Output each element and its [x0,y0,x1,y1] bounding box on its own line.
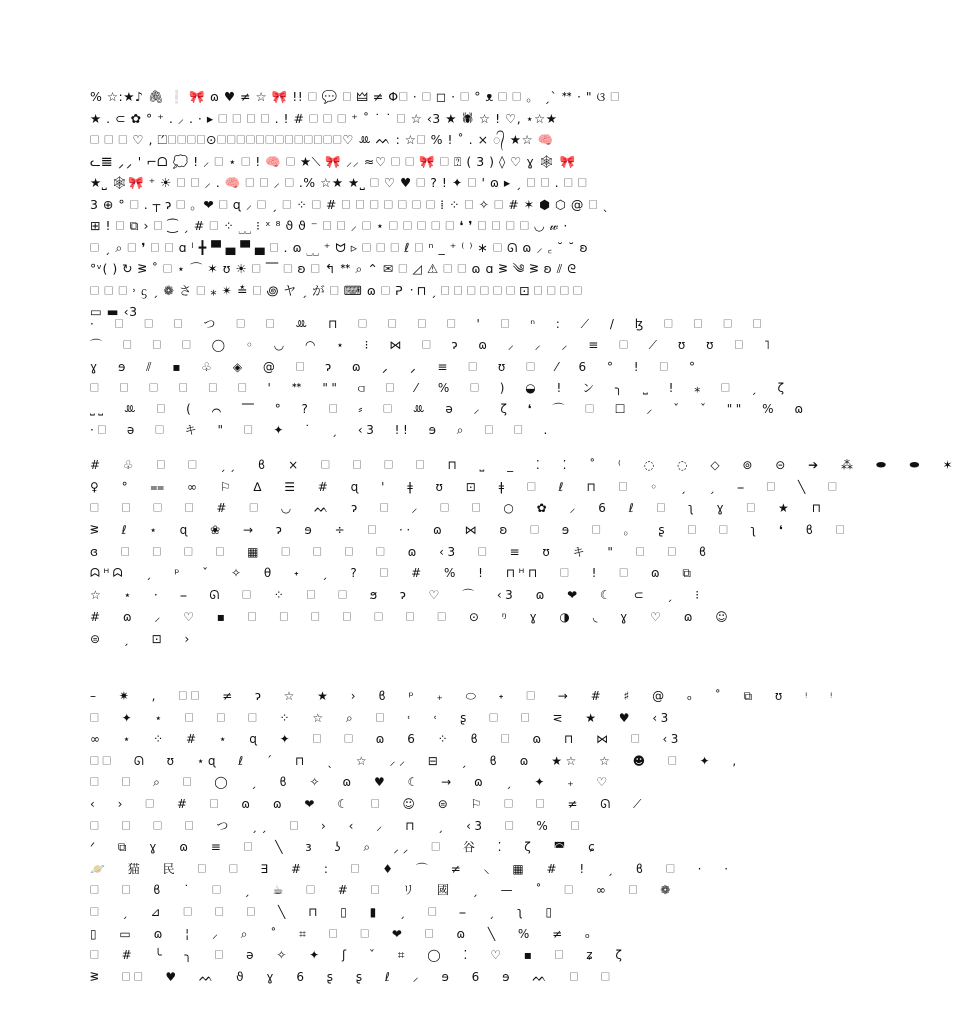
symbol-line: 🗆🗆 ᘏ ʊ ⋆ɋ ℓ ˊ ⊓ ˎ ☆ ⸝⸝ ⊟ ˏ ϐ ɷ ★☆ ☆ ☻ 🗆 ✦ , [90,753,740,768]
symbol-line: ᕒ 🗆🗆 ♥ ᨓ ϑ ɣ 6 ʂ ʂ ℓ ⸝ ɘ 6 ɘ ᨓ 🗆 🗆 [90,969,614,984]
symbol-section-2 [90,314,807,442]
symbol-line: · 🗆 🗆 🗆 つ 🗆 🗆 ꔛ ⊓ 🗆 🗆 🗆 🗆 ' 🗆 ⁿ : ⟋ / ɮ 🗆 🗆 🗆 🗆 [90,317,766,331]
symbol-line: ☆ ⋆ · ⎯ ᘏ 🗆 ⁘ 🗆 🗆 ϧ ɂ ♡ ⌒ ‹3 ɷ ❤ ☾ ⊂ ˏ ⁝ [90,588,703,603]
symbol-line: ⊜ ˏ ⊡ › [90,631,193,646]
symbol-line: 🗆 🗆 🗆 🗆 🗆 🗆 ' ᕯ "" ⫏ 🗆 ⁄ % 🗆 ) ◒ ! ン ╮ ⎵ ! ⁎ 🗆 ˏ ζ [90,380,788,395]
symbol-line: ᗣᴴᗣ ˏ ᵖ ˇ ✧ θ ˖ ˏ ? 🗆 # % ! ⊓ᴴ⊓ 🗆 ! 🗆 ɷ ⧉ [90,566,695,581]
symbol-section-1 [90,86,680,323]
symbol-line: ▯ ▭ ɷ ¦ ⸝ ⌕ ˚ ⌗ 🗆 🗆 ❤ 🗆 ɷ ╲ % ≠ ₒ [90,926,594,941]
symbol-line: – ✷ , 🗆🗆 ≠ ɂ ☆ ★ › ϐ ᵖ ₊ ⬭ ˖ 🗆 → # ♯ @ ₒ ˚ ⧉ ʊ ᵎ ᵎ [90,689,836,703]
symbol-line: 3 ⊕ ° 🗆 . ┬ ɂ 🗆 。❤ 🗆 ɋ ⸝ 🗆 ˏ 🗆 ⁘ 🗆 # 🗆 🗆 🗆 🗆 🗆 🗆 🗆 ⁞ ⁘ 🗆 ✧ 🗆 # ✶ ⬢ ⬡ @ 🗆 ˎ [90,196,610,212]
symbol-line: ᕒ ℓ ⋆ ɋ ❀ → ɂ ɘ ÷ 🗆 ·· ɷ ⋈ ʚ 🗆 ɘ 🗆 。 ʂ 🗆 🗆 ʅ ❛ ϐ 🗆 [90,523,849,538]
symbol-line: 🗆 # ╰ ╮ 🗆 ə ✧ ✦ ʃ ˇ ⌗ ◯ ⁚ ♡ ▪ 🗆 ʑ ζ [90,948,626,963]
symbol-line: ♀ ° ⩵ ∞ ⚐ ∆ ☰ # ɋ ' ǂ ʊ ⊡ ǂ 🗆 ℓ ⊓ 🗆 ◦ ˏ ˏ ⎯ 🗆 ╲ 🗆 [90,479,841,494]
symbol-line: 🗆 ˏ ⌕ 🗆 ❜ 🗆 🗆 ɑ ˡ ╋ ▀ ▄ ▀ ▄ 🗆 . ɷ ⎵⎵ ⁺ ᗢ ▹ 🗆 🗆 🗆 ℓ 🗆 ⁿ _ ⁺ ⁽ ⁾ ∗ 🗆 ᘏ ɷ ⸝ ꜀ ˘ ˘ ʚ [90,239,589,255]
symbol-section-4 [90,686,836,988]
symbol-line: ▭ ▬ ‹3 [90,304,138,319]
symbol-line: 🗆 ✦ ⋆ 🗆 🗆 🗆 ⁘ ☆ ⌕ 🗆 ˓ ˓ ʂ 🗆 🗆 ⋜ ★ ♥ ‹3 [90,710,672,725]
symbol-section-3 [90,455,956,650]
symbol-line: ★⎵ 🕸🎀 ⁺ ☀ 🗆 🗆 ⸝ . 🧠 🗆 🗆 ⸝ 🗆 .% ☆★ ★⎵ 🗆 ♡ ♥ 🗆 ? ! ✦ 🗆 ' ɷ ▸ ˏ 🗆 🗆 . 🗆 🗆 [90,175,588,190]
symbol-line: °ᵛ( ) ↻ ᕒ ˚ 🗆 ⋆ ⌒ ✶ ʊ ☀ 🗆 ⎺ 🗆 ʚ 🗆 ↰ ᕯ ⌕ ⌃ ✉ 🗆 ◿ ⚠ 🗆 🗆 ɷ ɑ ᕒ ༄ ᕒ ʚ ⫽ ᘓ [90,261,577,276]
symbol-line: 🗆 🗆 🗆 ˒ ᦓ ˏ ❁ さ 🗆 ⁎ ✴ ≛ 🗆 ꩜ ヤ ˏ が 🗆 ⌨ ɷ 🗆 ᕈ ᠂ ⊓ ˏ 🗆 🗆 🗆 🗆 🗆 🗆 ⊡ 🗆 🗆 🗆 🗆 [90,282,583,298]
symbol-line: 🪐 猫 民 🗆 🗆 ∃ # : 🗆 ♦ ⌒ ≠ ⸜ ▦ # ! ˏ ϐ 🗆 · · [90,861,732,876]
symbol-line: ·🗆 ə 🗆 キ " 🗆 ✦ ˙ ˏ ‹3 !! ɘ ⌕ 🗆 🗆 . [90,423,551,438]
symbol-line: ★ . ⊂ ✿ ° ⁺ . ⸝ . · ▸ 🗆 🗆 🗆 🗆 . ! # 🗆 🗆 🗆 ⁺ ˚ ˙ ˙ 🗆 ☆ ‹3 ★ 🕷 ☆ ! ♡, ⋆☆★ [90,110,558,126]
symbol-line: 🗆 🗆 🗆 🗆 # 🗆 ◡ ᨓ ɂ 🗆 ⸝ 🗆 🗆 ○ ✿ ⸝ 6 ℓ 🗆 ʅ ɣ 🗆 ★ ⊓ [90,501,825,516]
symbol-line: # ɷ ⸝ ♡ ▪ 🗆 🗆 🗆 🗆 🗆 🗆 🗆 ⊙ ᵑ ɣ ◑ ◟ ɣ ♡ ɷ ☺ [90,609,732,624]
symbol-line: ⎵⎵ ꔛ 🗆 ( ⌒ ⎺ ° ? 🗆 ⸗ 🗆 ꔛ ə ⸝ ζ ❛ ⌒ 🗆 ☐ ⸝ ˇ ˇ "" % ɷ [90,402,807,417]
symbol-line: 🗆 ˏ ⊿ 🗆 🗆 🗆 ╲ ⊓ ▯ ▮ ˏ 🗆 ⎯ ˏ ʅ ▯ [90,904,556,919]
symbol-line: 🗆 🗆 ϐ ˙ 🗆 ˏ ☕ 🗆 # 🗆 リ 國 ˏ — ˚ 🗆 ∞ 🗆 ❁ [90,883,674,898]
symbol-line: 🗆 🗆 🗆 ♡ , ⏍🗆🗆🗆🗆⊙🗆🗆🗆🗆🗆🗆🗆🗆🗆🗆🗆🗆🗆♡ ꔛ ᨓ : ☆🗆 % ! ˚ . × ᭄ ★☆ 🧠 [90,132,554,147]
symbol-line: ᐟ ⧉ ɣ ɷ ≡ 🗆 ╲ ɜ ʖ ⌕ ⸝⸝ 🗆 谷 ⁚ ζ ◚ ɕ [90,840,599,855]
symbol-line: 🗆 🗆 ⌕ 🗆 ◯ ˏ ϐ ✧ ɷ ♥ ☾ → ɷ ˏ ✦ ₊ ♡ [90,775,611,790]
symbol-line: # ♧ 🗆 🗆 ˏˏ ϐ × 🗆 🗆 🗆 🗆 ⊓ ⎵ _ ⁚ ⁚ ˚ ⁽ ◌ ◌ ◇ ⊚ ⊝ ➔ ⁂ ⬬ ⬬ ✶ [90,458,956,472]
symbol-line: % ☆:★♪ 🖇 ❕ 🎀 ɷ ♥ ≠ ☆ 🎀 !! 🗆 💬 🗆 🜲 ≠ Φ🗆 · 🗆 ◻ · 🗆 ° ᴥ 🗆 🗆 。 ˏˋ ᕯ · " ଓ 🗆 [90,89,620,104]
symbol-line: ɣ ɘ ⫽ ▪ ♧ ◈ @ 🗆 ɂ ɷ ⸝ ⸝ ≡ 🗆 ʊ 🗆 ⁄ 6 ° ! 🗆 ° [90,359,699,374]
symbol-line: ‹ › 🗆 # 🗆 ɷ ɷ ❤ ☾ 🗆 ☺ ⊜ ⚐ 🗆 🗆 ≠ ᘏ ⟋ [90,796,645,811]
symbol-line: ⊞ ! 🗆 ⧉ › 🗆 ⁐ ˏ # 🗆 ⁘ ⎵⎵ ⁝ ˣ ⁸ ϑ ϑ ⁻ 🗆 🗆 ⸝ 🗆 ⋆ 🗆 🗆 🗆 🗆 🗆 ❛ ❜ 🗆 🗆 🗆 🗆 ◡ 𝓌 · [90,218,568,233]
symbol-line: ∞ ⋆ ⁘ # ⋆ ɋ ✦ 🗆 🗆 ɷ 6 ⁘ ϐ 🗆 ɷ ⊓ ⋈ 🗆 ‹3 [90,732,682,747]
symbol-line: 🗆 🗆 🗆 🗆 つ ˏˏ 🗆 › ‹ ⸝ ⊓ ˏ ‹3 🗆 % 🗆 [90,818,583,833]
symbol-line: ɞ 🗆 🗆 🗆 🗆 ▦ 🗆 🗆 🗆 🗆 ɷ ‹3 🗆 ≡ ʊ キ " 🗆 🗆 ϐ [90,544,710,559]
symbol-line: ᓚ𝌆 ⸝⸝ ' ⌐ᗝ 💭 ! ⸝ 🗆 ⋆ 🗆 ! 🧠 🗆 ★⟍ 🎀 ⸝⸝ ≈♡ 🗆 🗆 🎀 🗆 ⍰ ( 3 ) ◊ ♡ ɣ 🕸 🎀 [90,153,576,169]
symbol-line: ⌒ 🗆 🗆 🗆 ◯ ◦ ◡ ◠ ⋆ ⁝ ⋈ 🗆 ɂ ɷ ⸝ ⸝ ⸝ ≡ 🗆 ⟋ ʊ ʊ 🗆 ˥ [90,338,774,353]
